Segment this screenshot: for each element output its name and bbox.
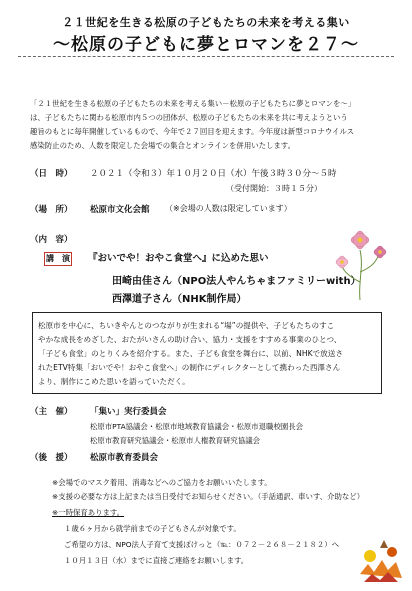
content-label: （内 容） xyxy=(30,235,73,245)
venue-note: （※会場の人数は限定しています） xyxy=(165,204,292,213)
event-subtitle: ２１世紀を生きる松原の子どもたちの未来を考える集い xyxy=(62,16,350,29)
intro-paragraph xyxy=(30,97,400,153)
date-label: （日 時） xyxy=(30,169,73,179)
organizer-members: 松原市PTA協議会・松原市地域教育協議会・松原市退職校園長会 xyxy=(90,422,304,431)
event-title: ～松原の子どもに夢とロマンを２７～ xyxy=(53,35,359,55)
intro-line: は、子どもたちに関わる松原市内５つの団体が、松原の子どもたちの未来を共に考えようという xyxy=(30,113,348,122)
venue-label: （場 所） xyxy=(30,205,73,215)
note-childcare-contact: ご希望の方は、NPO法人子育て支援ぽけっと（℡：０７２－２６８－２１８２）へ xyxy=(64,540,340,549)
organizer-members: 松原市教育研究協議会・松原市人権教育研究協議会 xyxy=(90,436,260,445)
talk-title: 『おいでや！おやこ食堂へ』に込めた思い xyxy=(88,253,269,264)
organizer-label: （主 催） xyxy=(30,407,73,417)
organizer-main: 「集い」実行委員会 xyxy=(90,407,167,417)
note-childcare-deadline: １０月１３日（水）までに直接ご連絡をお願いします。 xyxy=(64,556,249,565)
speaker-1: 田崎由佳さん（NPO法人やんちゃまファミリーwith） xyxy=(112,276,361,287)
speaker-2: 西澤道子さん（NHK制作局） xyxy=(112,294,247,305)
description-line: やかな成長をめざした、おたがいさんの助け合い、協力・支援をすすめる事業のひとつ、 xyxy=(38,335,342,344)
title-divider xyxy=(18,56,394,57)
description-text xyxy=(38,319,376,389)
autumn-leaves-illustration xyxy=(354,534,408,586)
lecture-badge: 講 演 xyxy=(44,252,72,266)
intro-line: 感染防止のため、人数を限定した会場での集合とオンラインを併用いたします。 xyxy=(30,141,295,150)
date-value: ２０２１（令和３）年１０月２０日（水）午後３時３０分～５時 xyxy=(90,169,337,179)
description-line: より、制作にこめた思いを語っていただく。 xyxy=(38,377,190,386)
description-line: 「子ども食堂」のとりくみを紹介する。また、子ども食堂を舞台に、以前、NHKで放送さ xyxy=(38,349,343,358)
note-childcare: ※一時保育あります。 xyxy=(52,508,125,517)
intro-line: 趣旨のもとに毎年開催しているもので、今年で２７回目を迎えます。今年度は新型コロナウイルス xyxy=(30,127,355,136)
description-line: れたETV特集「おいでや！おやこ食堂へ」の制作にディレクターとして携わった西澤さん xyxy=(38,363,341,372)
note-support: ※支援の必要な方は上記または当日受付でお知らせください。（手話通訳、車いす、介助など） xyxy=(52,492,365,501)
note-mask: ※会場でのマスク着用、消毒などへのご協力をお願いいたします。 xyxy=(52,478,272,487)
sponsor-label: （後 援） xyxy=(30,453,73,463)
venue-value: 松原市文化会館 xyxy=(90,205,150,215)
sponsor-value: 松原市教育委員会 xyxy=(90,453,159,463)
cosmos-flower-illustration xyxy=(330,222,392,302)
description-line: 松原市を中心に、ちいきやんとのつながりが生まれる“場”の提供や、子どもたちのすこ xyxy=(38,321,335,330)
reception-time: （受付開始：３時１５分） xyxy=(226,184,322,193)
intro-line: 「２１世紀を生きる松原の子どもたちの未来を考える集い－松原の子どもたちに夢とロマンを～」 xyxy=(30,99,356,108)
note-childcare-age: １歳６ヶ月から就学前までの子どもさんが対象です。 xyxy=(64,524,241,533)
